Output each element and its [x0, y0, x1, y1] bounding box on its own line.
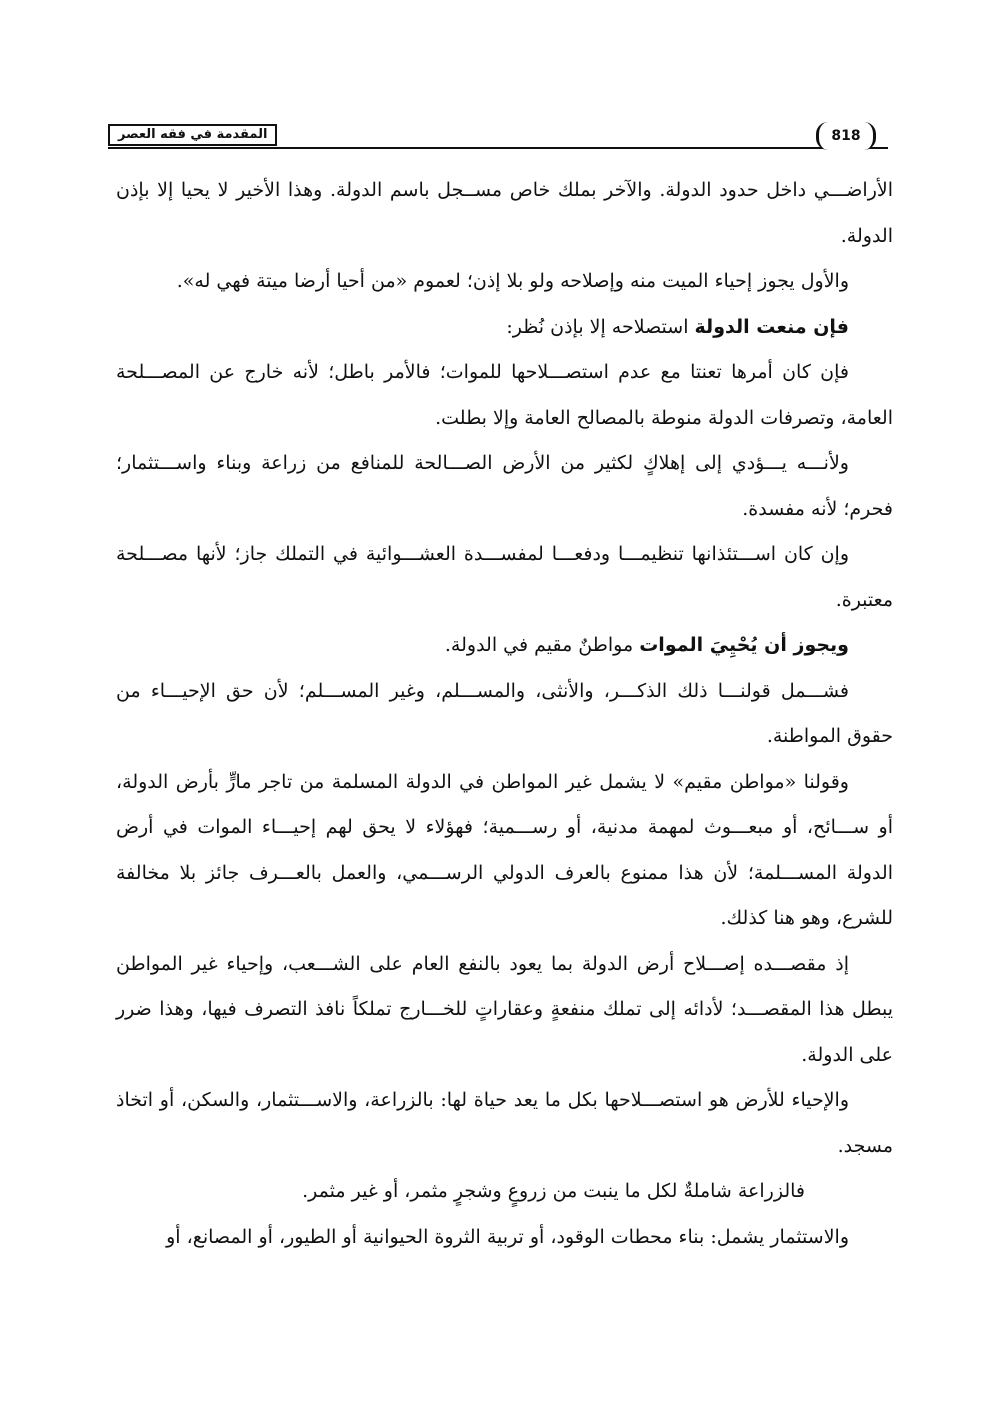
paragraph-text: فالزراعة شاملةٌ لكل ما ينبت من زروعٍ وشجرٍ مثمر، أو غير مثمر. — [302, 1180, 805, 1202]
paragraph-text: والأول يجوز إحياء الميت منه وإصلاحه ولو بلا إذن؛ لعموم «من أحيا أرضا ميتة فهي له». — [176, 270, 849, 292]
paragraph — [116, 760, 893, 942]
paragraph — [116, 305, 893, 351]
paragraph-text: فإن كان أمرها تعنتا مع عدم استصـــلاحها للموات؛ فالأمر باطل؛ لأنه خارج عن المصـــلحة العامة، وتصرفات الدولة منوطة بالمصالح العامة وإلا بطلت. — [116, 361, 893, 429]
paragraph — [116, 168, 893, 259]
paragraph — [116, 669, 893, 760]
paragraph-lead: فإن منعت الدولة — [694, 315, 849, 338]
paragraph — [116, 532, 893, 623]
paragraph — [116, 1169, 893, 1215]
paragraph — [116, 350, 893, 441]
paragraph-text: والاستثمار يشمل: بناء محطات الوقود، أو تربية الثروة الحيوانية أو الطيور، أو المصانع، أو — [166, 1225, 849, 1248]
paragraph-text: مواطنٌ مقيم في الدولة. — [444, 634, 640, 656]
paragraph-text: استصلاحه إلا بإذن نُظر: — [506, 315, 695, 338]
paragraph-text: وإن كان اســـتئذانها تنظيمـــا ودفعـــا لمفســـدة العشـــوائية في التملك جاز؛ لأنها مصـــلحة معتبرة. — [116, 543, 893, 611]
paragraph-text: فشـــمل قولنـــا ذلك الذكـــر، والأنثى، والمســـلم، وغير المســـلم؛ لأن حق الإحيـــاء من حقوق المواطنة. — [116, 679, 893, 747]
paragraph — [116, 259, 893, 305]
paragraph-text: والإحياء للأرض هو استصـــلاحها بكل ما يعد حياة لها: بالزراعة، والاســـتثمار، والسكن، أو اتخاذ مسجد. — [116, 1089, 893, 1157]
paragraph-text: الأراضـــي داخل حدود الدولة. والآخر بملك خاص مســجل باسم الدولة. وهذا الأخير لا يحيا إلا بإذن الدولة. — [116, 179, 893, 247]
page-body — [116, 168, 893, 1260]
page-number: 818 — [816, 122, 876, 150]
paragraph — [116, 1215, 893, 1261]
paragraph-text: وقولنا «مواطن مقيم» لا يشمل غير المواطن في الدولة المسلمة من تاجر مارٍّ بأرض الدولة، أو ســـائح، أو مبعـــوث لمهمة مدنية، أو رســـمية؛ فهؤلاء لا يحق لهم إحيـــاء الموات في أرض الدولة المســـلمة؛ لأن هذا ممنوع بالعرف الدولي الرســـمي، والعمل بالعـــرف جائز بلا مخالفة للشرع، وهو هنا كذلك. — [116, 770, 893, 929]
paragraph-text: ولأنـــه يـــؤدي إلى إهلاكٍ لكثير من الأرض الصـــالحة للمنافع من زراعة وبناء واســـتثمار؛ فحرم؛ لأنه مفسدة. — [116, 452, 893, 520]
paragraph — [116, 942, 893, 1079]
paragraph-text: إذ مقصـــده إصـــلاح أرض الدولة بما يعود بالنفع العام على الشـــعب، وإحياء غير المواطن يبطل هذا المقصـــد؛ لأدائه إلى تملك منفعةٍ وعقاراتٍ للخـــارج تملكاً نافذ التصرف فيها، وهذا ضرر على الدولة. — [116, 952, 893, 1066]
paragraph — [116, 623, 893, 669]
paragraph-lead: ويجوز أن يُحْيِيَ الموات — [639, 634, 849, 656]
page-header — [108, 118, 888, 152]
paragraph — [116, 441, 893, 532]
paragraph — [116, 1078, 893, 1169]
book-title: المقدمة في فقه العصر — [108, 124, 277, 146]
header-rule — [108, 147, 888, 149]
